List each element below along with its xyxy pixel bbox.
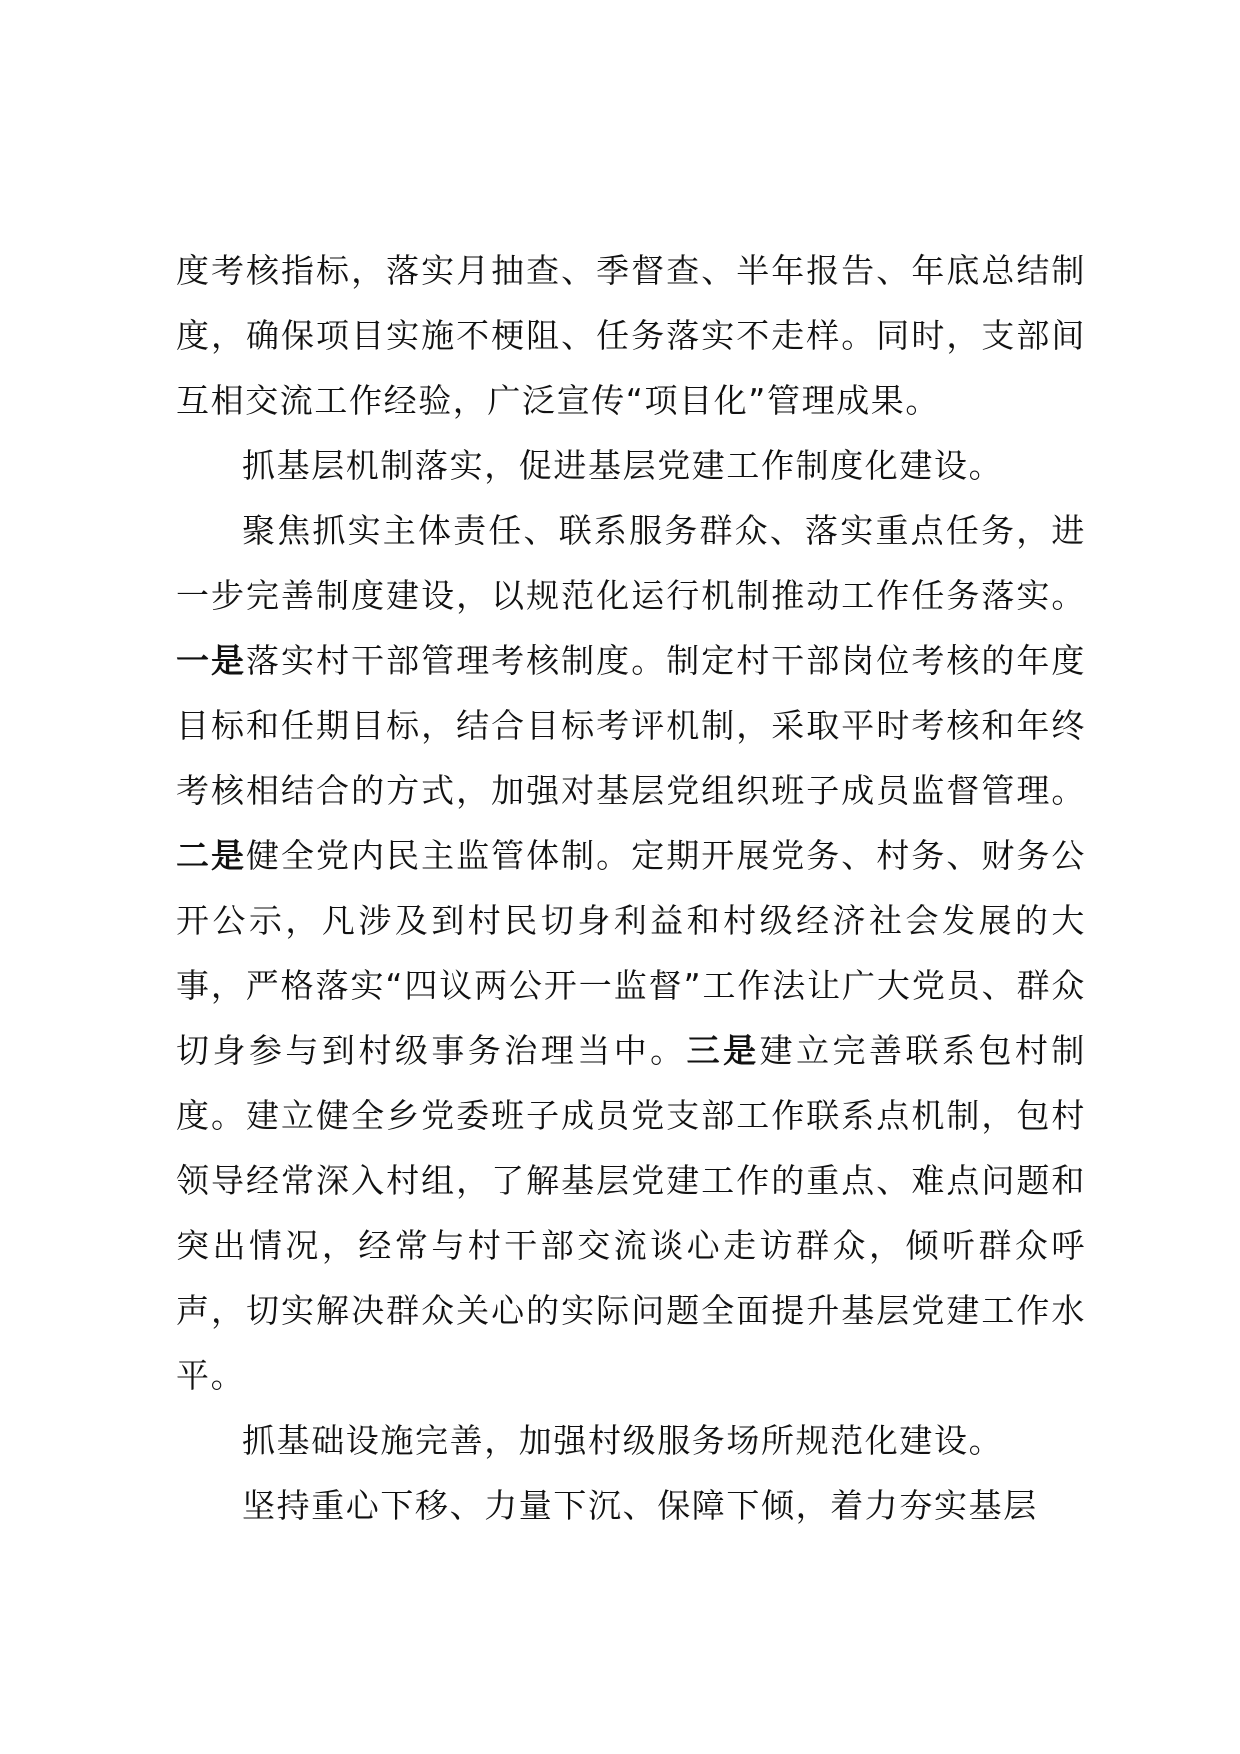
paragraph-2-text: 抓基层机制落实，促进基层党建工作制度化建设。: [242, 446, 1004, 485]
paragraph-3-run-2: 落实村干部管理考核制度。制定村干部岗位考核的年度目标和任期目标，结合目标考评机制，采取平时考核和年终考核相结合的方式，加强对基层党组织班子成员监督管理。: [176, 641, 1086, 810]
paragraph-3-run-1: 聚焦抓实主体责任、联系服务群众、落实重点任务，进一步完善制度建设，以规范化运行机制推动工作任务落实。: [176, 511, 1086, 615]
paragraph-3-bold-marker-2: 二是: [176, 836, 247, 875]
paragraph-1: [176, 238, 1086, 433]
paragraph-3: [176, 498, 1086, 1408]
paragraph-2-heading: [176, 433, 1086, 498]
paragraph-5: [176, 1473, 1086, 1538]
paragraph-3-bold-marker-1: 一是: [176, 641, 247, 680]
paragraph-4-heading: [176, 1408, 1086, 1473]
paragraph-3-run-4: 建立完善联系包村制度。建立健全乡党委班子成员党支部工作联系点机制，包村领导经常深入村组，了解基层党建工作的重点、难点问题和突出情况，经常与村干部交流谈心走访群众，倾听群众呼声，切实解决群众关心的实际问题全面提升基层党建工作水平。: [176, 1031, 1087, 1395]
paragraph-3-bold-marker-3: 三是: [686, 1031, 760, 1070]
paragraph-5-text: 坚持重心下移、力量下沉、保障下倾，着力夯实基层: [242, 1486, 1038, 1525]
paragraph-4-text: 抓基础设施完善，加强村级服务场所规范化建设。: [242, 1421, 1004, 1460]
paragraph-3-run-3: 健全党内民主监管体制。定期开展党务、村务、财务公开公示，凡涉及到村民切身利益和村级经济社会发展的大事，严格落实“四议两公开一监督”工作法让广大党员、群众切身参与到村级事务治理当中。: [176, 836, 1086, 1070]
paragraph-1-text: 度考核指标，落实月抽查、季督查、半年报告、年底总结制度，确保项目实施不梗阻、任务落实不走样。同时，支部间互相交流工作经验，广泛宣传“项目化”管理成果。: [176, 251, 1086, 420]
document-body: [176, 238, 1086, 1538]
